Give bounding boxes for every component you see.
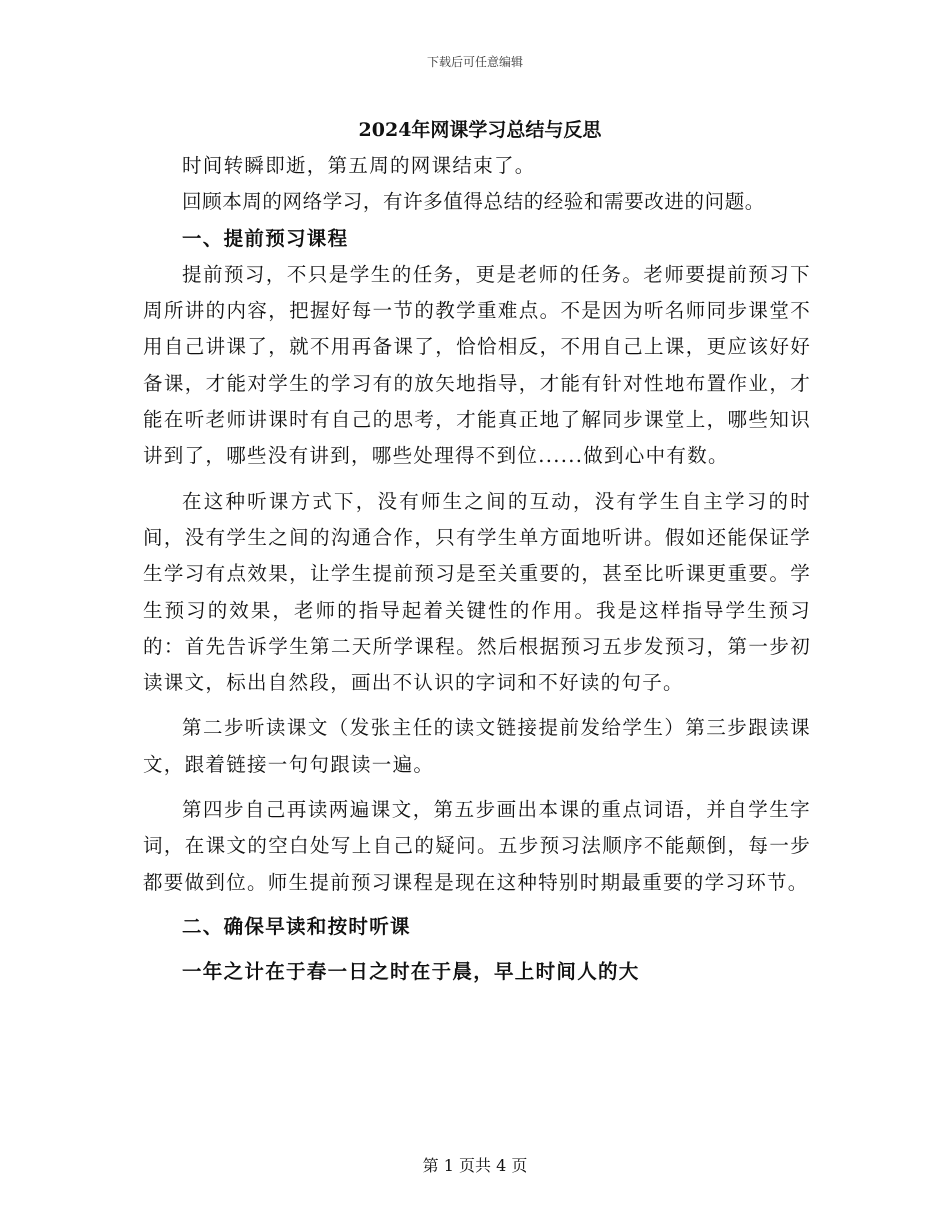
section-heading-1: 一、提前预习课程 xyxy=(182,226,349,250)
intro-paragraph: 回顾本周的网络学习，有许多值得总结的经验和需要改进的问题。 xyxy=(182,190,765,214)
page-header-note: 下载后可任意编辑 xyxy=(426,55,523,69)
body-paragraph-bold: 一年之计在于春一日之时在于晨，早上时间人的大 xyxy=(182,960,640,984)
section-heading-2: 二、确保早读和按时听课 xyxy=(182,914,411,938)
body-paragraph: 第二步听读课文（发张主任的读文链接提前发给学生）第三步跟读课文，跟着链接一句句跟读一遍。 xyxy=(143,716,811,776)
document-body xyxy=(143,112,811,991)
page-number-indicator: 第 1 页共 4 页 xyxy=(422,1156,528,1175)
body-paragraph: 在这种听课方式下，没有师生之间的互动，没有学生自主学习的时间，没有学生之间的沟通合作，只有学生单方面地听讲。假如还能保证学生学习有点效果，让学生提前预习是至关重要的，甚至比听课更重要。学生预习的效果，老师的指导起着关键性的作用。我是这样指导学生预习的：首先告诉学生第二天所学课程。然后根据预习五步发预习，第一步初读课文，标出自然段，画出不认识的字词和不好读的句子。 xyxy=(143,489,811,695)
document-title: 2024年网课学习总结与反思 xyxy=(358,119,602,141)
intro-paragraph: 时间转瞬即逝，第五周的网课结束了。 xyxy=(182,154,536,177)
body-paragraph: 第四步自己再读两遍课文，第五步画出本课的重点词语，并自学生字词，在课文的空白处写上自己的疑问。五步预习法顺序不能颠倒，每一步都要做到位。师生提前预习课程是现在这种特别时期最重要的学习环节。 xyxy=(143,798,811,894)
body-paragraph: 提前预习，不只是学生的任务，更是老师的任务。老师要提前预习下周所讲的内容，把握好每一节的教学重难点。不是因为听名师同步课堂不用自己讲课了，就不用再备课了，恰恰相反，不用自己上课，更应该好好备课，才能对学生的学习有的放矢地指导，才能有针对性地布置作业，才能在听老师讲课时有自己的思考，才能真正地了解同步课堂上，哪些知识讲到了，哪些没有讲到，哪些处理得不到位......做到心中有数。 xyxy=(143,262,811,468)
